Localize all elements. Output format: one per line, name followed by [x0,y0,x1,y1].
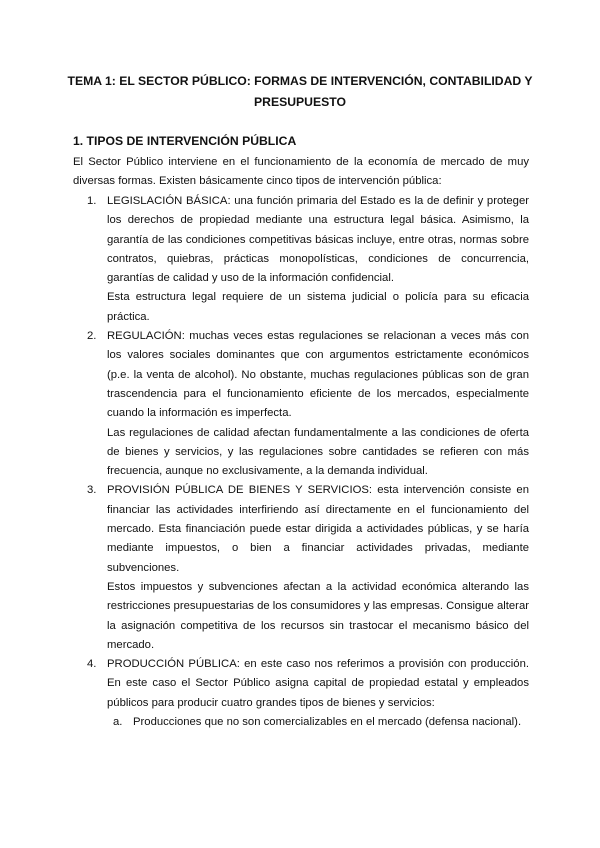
list-item-paragraph: Esta estructura legal requiere de un sistema judicial o policía para su eficacia práctica. [107,291,529,323]
list-item-paragraph: PROVISIÓN PÚBLICA DE BIENES Y SERVICIOS: esta intervención consiste en financiar las actividades interfiriendo así directamente en el funcionamiento del mercado. Esta financiación puede estar dirigida a actividades públicas, y se haría mediante impuestos, o bien a financiar actividades privadas, mediante subvenciones. [107,484,529,574]
sub-list-item-text: Producciones que no son comercializables en el mercado (defensa nacional). [133,716,522,729]
list-item-produccion [73,655,529,732]
sub-list-item-letter: a. [113,716,123,729]
list-item-number: 1. [87,195,97,207]
document-title: TEMA 1: EL SECTOR PÚBLICO: FORMAS DE INTERVENCIÓN, CONTABILIDAD Y PRESUPUESTO [67,74,533,109]
intro-paragraph: El Sector Público interviene en el funcionamiento de la economía de mercado de muy diversas formas. Existen básicamente cinco tipos de intervención pública: [73,156,529,188]
list-item-paragraph: Estos impuestos y subvenciones afectan a la actividad económica alterando las restricciones presupuestarias de los consumidores y las empresas. Consigue alterar la asignación competitiva de los recursos sin trastocar el mecanismo básico del mercado. [107,580,529,651]
list-item-number: 2. [87,330,97,343]
list-item-provision [73,481,529,655]
list-item-paragraph: PRODUCCIÓN PÚBLICA: en este caso nos referimos a provisión con producción. En este caso el Sector Público asigna capital de propiedad estatal y empleados públicos para producir cuatro grandes tipos de bienes y servicios: [107,658,529,709]
intervention-list [73,192,529,732]
list-item-number: 4. [87,658,97,671]
list-item-paragraph: REGULACIÓN: muchas veces estas regulaciones se relacionan a veces más con los valores sociales dominantes que con argumentos estrictamente económicos (p.e. la venta de alcohol). No obstante, muchas regulaciones públicas son de gran trascendencia para el funcionamiento eficiente de los mercados, especialmente cuando la información es imperfecta. [107,330,529,420]
list-item-legislacion [73,192,529,327]
list-item-paragraph: LEGISLACIÓN BÁSICA: una función primaria del Estado es la de definir y proteger los derechos de propiedad mediante una estructura legal básica. Asimismo, la garantía de las condiciones competitivas básicas incluye, entre otras, normas sobre contratos, quiebras, prácticas monopolísticas, condiciones de concurrencia, garantías de calidad y uso de la información confidencial. [107,195,529,285]
list-item-number: 3. [87,484,97,497]
sub-list-item [107,713,529,732]
list-item-regulacion [73,327,529,481]
list-item-paragraph: Las regulaciones de calidad afectan fundamentalmente a las condiciones de oferta de bienes y servicios, y las regulaciones sobre cantidades se refieren con más frecuencia, aunque no exclusivamente, a la demanda individual. [107,426,529,478]
section-heading: 1. TIPOS DE INTERVENCIÓN PÚBLICA [73,134,297,148]
